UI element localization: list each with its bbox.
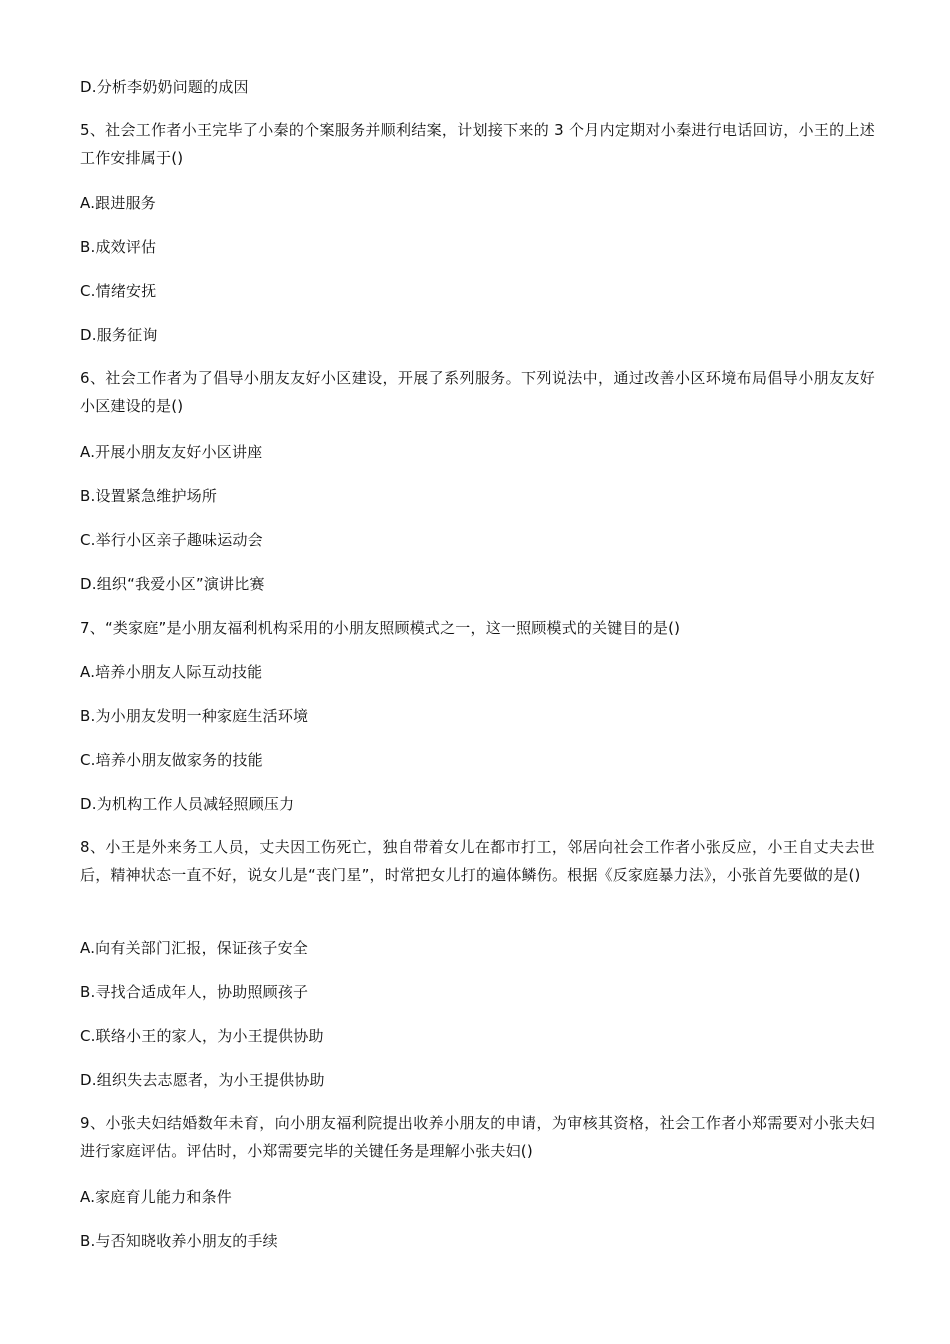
q8-option-a: A.向有关部门汇报，保证孩子安全 [80, 939, 308, 957]
q5-option-a: A.跟进服务 [80, 194, 156, 212]
q8-option-b: B.寻找合适成年人，协助照顾孩子 [80, 983, 309, 1001]
q9-stem: 9、小张夫妇结婚数年未育，向小朋友福利院提出收养小朋友的申请，为审核其资格，社会工作者小郑需要对小张夫妇进行家庭评估。评估时，小郑需要完毕的关键任务是理解小张夫妇() [80, 1114, 875, 1160]
q7-option-c: C.培养小朋友做家务的技能 [80, 751, 263, 769]
q5-option-d: D.服务征询 [80, 326, 158, 344]
q5-stem: 5、社会工作者小王完毕了小秦的个案服务并顺利结案，计划接下来的 3 个月内定期对小秦进行电话回访，小王的上述工作安排属于() [80, 121, 875, 167]
q8-stem: 8、小王是外来务工人员，丈夫因工伤死亡，独自带着女儿在都市打工，邻居向社会工作者小张反应，小王自丈夫去世后，精神状态一直不好，说女儿是“丧门星”，时常把女儿打的遍体鳞伤。根据《反家庭暴力法》，小张首先要做的是() [80, 838, 875, 884]
q5-option-b: B.成效评估 [80, 238, 157, 256]
q6-stem: 6、社会工作者为了倡导小朋友友好小区建设，开展了系列服务。下列说法中，通过改善小区环境布局倡导小朋友友好小区建设的是() [80, 369, 875, 415]
q5-option-c: C.情绪安抚 [80, 282, 157, 300]
q9-option-a: A.家庭育儿能力和条件 [80, 1188, 232, 1206]
q9-option-b: B.与否知晓收养小朋友的手续 [80, 1232, 278, 1250]
q6-option-c: C.举行小区亲子趣味运动会 [80, 531, 263, 549]
q7-option-d: D.为机构工作人员减轻照顾压力 [80, 795, 295, 813]
q6-option-a: A.开展小朋友友好小区讲座 [80, 443, 263, 461]
q7-stem: 7、“类家庭”是小朋友福利机构采用的小朋友照顾模式之一，这一照顾模式的关键目的是() [80, 619, 681, 637]
q8-option-c: C.联络小王的家人，为小王提供协助 [80, 1027, 324, 1045]
q4-option-d: D.分析李奶奶问题的成因 [80, 78, 249, 96]
q8-option-d: D.组织失去志愿者，为小王提供协助 [80, 1071, 325, 1089]
q7-option-b: B.为小朋友发明一种家庭生活环境 [80, 707, 309, 725]
q6-option-b: B.设置紧急维护场所 [80, 487, 218, 505]
q7-option-a: A.培养小朋友人际互动技能 [80, 663, 263, 681]
q6-option-d: D.组织“我爱小区”演讲比赛 [80, 575, 265, 593]
